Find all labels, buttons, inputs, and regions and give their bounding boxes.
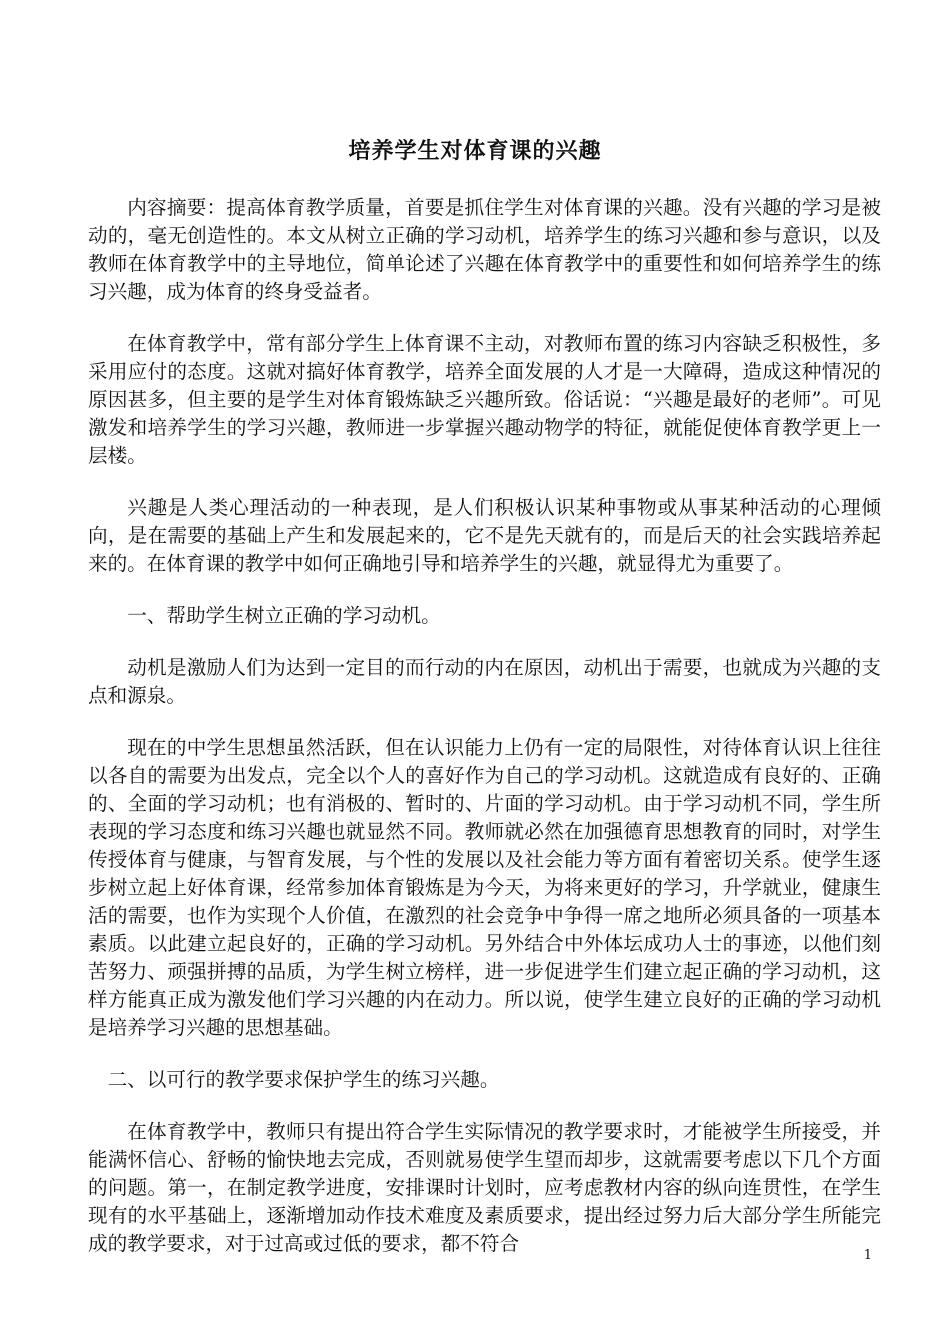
section-heading-2: 二、以可行的教学要求保护学生的练习兴趣。 bbox=[107, 1068, 500, 1091]
page-number: 1 bbox=[863, 1248, 872, 1263]
body-paragraph: 在体育教学中，常有部分学生上体育课不主动，对教师布置的练习内容缺乏积极性，多采用应付的态度。这就对搞好体育教学，培养全面发展的人才是一大障碍，造成这种情况的原因甚多，但主要的是学生对体育锻炼缺乏兴趣所致。俗话说：“兴趣是最好的老师”。可见激发和培养学生的学习兴趣，教师进一步掌握兴趣动物学的特征，就能促使体育教学更上一层楼。 bbox=[88, 332, 881, 467]
body-paragraph: 在体育教学中，教师只有提出符合学生实际情况的教学要求时，才能被学生所接受，并能满怀信心、舒畅的愉快地去完成，否则就易使学生望而却步，这就需要考虑以下几个方面的问题。第一，在制定教学进度，安排课时计划时，应考虑教材内容的纵向连贯性，在学生现有的水平基础上，逐渐增加动作技术难度及素质要求，提出经过努力后大部分学生所能完成的教学要求，对于过高或过低的要求，都不符合 bbox=[88, 1120, 881, 1255]
body-paragraph: 现在的中学生思想虽然活跃，但在认识能力上仍有一定的局限性，对待体育认识上往往以各自的需要为出发点，完全以个人的喜好作为自己的学习动机。这就造成有良好的、正确的、全面的学习动机；也有消极的、暂时的、片面的学习动机。由于学习动机不同，学生所表现的学习态度和练习兴趣也就显然不同。教师就必然在加强德育思想教育的同时，对学生传授体育与健康，与智育发展，与个性的发展以及社会能力等方面有着密切关系。使学生逐步树立起上好体育课，经常参加体育锻炼是为今天，为将来更好的学习，升学就业，健康生活的需要，也作为实现个人价值，在激烈的社会竞争中争得一席之地所必须具备的一项基本素质。以此建立起良好的，正确的学习动机。另外结合中外体坛成功人士的事迹，以他们刻苦努力、顽强拼搏的品质，为学生树立榜样，进一步促进学生们建立起正确的学习动机，这样方能真正成为激发他们学习兴趣的内在动力。所以说，使学生建立良好的正确的学习动机是培养学习兴趣的思想基础。 bbox=[88, 736, 881, 1039]
document-title: 培养学生对体育课的兴趣 bbox=[348, 138, 602, 164]
body-paragraph: 动机是激励人们为达到一定目的而行动的内在原因，动机出于需要，也就成为兴趣的支点和源泉。 bbox=[88, 656, 881, 707]
section-heading-1: 一、帮助学生树立正确的学习动机。 bbox=[127, 604, 441, 627]
abstract-paragraph: 内容摘要：提高体育教学质量，首要是抓住学生对体育课的兴趣。没有兴趣的学习是被动的，毫无创造性的。本文从树立正确的学习动机，培养学生的练习兴趣和参与意识，以及教师在体育教学中的主导地位，简单论述了兴趣在体育教学中的重要性和如何培养学生的练习兴趣，成为体育的终身受益者。 bbox=[88, 196, 881, 303]
body-paragraph: 兴趣是人类心理活动的一种表现，是人们积极认识某种事物或从事某种活动的心理倾向，是在需要的基础上产生和发展起来的，它不是先天就有的，而是后天的社会实践培养起来的。在体育课的教学中如何正确地引导和培养学生的兴趣，就显得尤为重要了。 bbox=[88, 496, 881, 575]
document-body bbox=[88, 194, 881, 1282]
